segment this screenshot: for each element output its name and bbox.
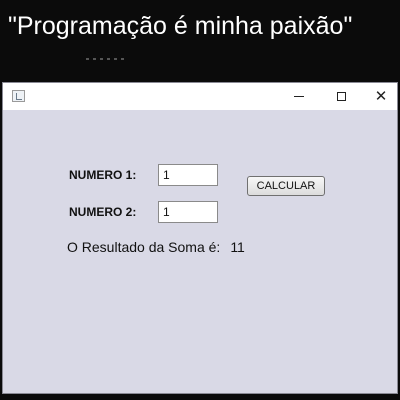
numero1-label: NUMERO 1:: [69, 168, 137, 182]
result-line: [67, 239, 245, 255]
result-label: O Resultado da Soma é:: [67, 239, 221, 255]
close-icon: ✕: [374, 88, 388, 105]
maximize-button[interactable]: [321, 83, 361, 110]
numero2-input[interactable]: [158, 201, 218, 223]
calcular-button[interactable]: CALCULAR: [247, 176, 325, 196]
minimize-button[interactable]: [279, 83, 319, 110]
result-value: 11: [230, 239, 245, 255]
app-window: [2, 82, 398, 394]
decorative-dots: [86, 58, 126, 60]
numero2-label: NUMERO 2:: [69, 205, 137, 219]
maximize-icon: [337, 92, 346, 101]
meme-caption: "Programação é minha paixão": [8, 12, 353, 40]
minimize-icon: [294, 96, 304, 97]
java-app-icon: [12, 90, 25, 102]
numero1-input[interactable]: [158, 164, 218, 186]
title-bar[interactable]: [3, 83, 397, 110]
close-button[interactable]: [361, 83, 400, 110]
